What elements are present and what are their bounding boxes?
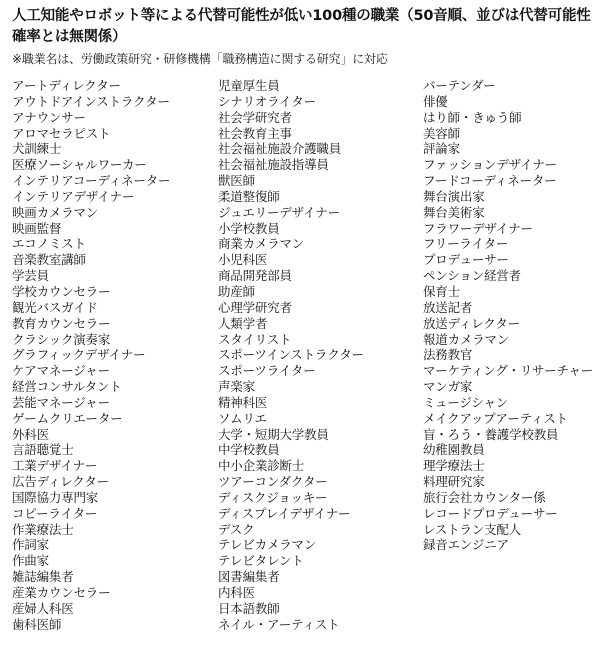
occupation-item: ジュエリーデザイナー [218, 204, 340, 220]
occupation-item: 旅行会社カウンター係 [423, 489, 546, 505]
occupation-item: 商業カメラマン [218, 236, 305, 252]
occupation-item: スポーツライター [218, 363, 316, 379]
occupation-item: 録音エンジニア [423, 537, 509, 553]
occupation-item: 人類学者 [218, 315, 268, 331]
occupation-item: 外科医 [12, 426, 49, 442]
occupation-item: 産業カウンセラー [12, 585, 111, 600]
occupation-item: テレビタレント [218, 553, 304, 569]
occupation-item: 作曲家 [12, 553, 49, 569]
occupation-item: 図書編集者 [218, 569, 280, 585]
occupation-item: ツアーコンダクター [218, 474, 328, 490]
occupation-item: 俳優 [423, 93, 448, 109]
occupation-item: 芸能マネージャー [12, 394, 110, 410]
occupation-item: 観光バスガイド [12, 299, 98, 315]
occupation-item: アートディレクター [12, 78, 121, 93]
occupation-item: 料理研究家 [423, 474, 485, 490]
source-note: ※職業名は、労働政策研究・研修機構「職務構造に関する研究」に対応 [12, 52, 388, 66]
occupation-item: 放送ディレクター [423, 315, 520, 331]
occupation-item: 歯科医師 [12, 616, 62, 632]
occupation-item: 社会福祉施設介護職員 [218, 141, 342, 157]
occupation-item: 雑誌編集者 [12, 569, 74, 585]
occupation-item: ケアマネージャー [12, 363, 110, 379]
occupation-item: 医療ソーシャルワーカー [12, 157, 147, 173]
occupation-item: ソムリエ [218, 410, 267, 426]
occupation-item: 精神科医 [218, 394, 268, 410]
occupation-item: ディスプレイデザイナー [218, 505, 351, 521]
occupation-item: 社会教育主事 [218, 125, 292, 141]
occupation-item: 学芸員 [12, 268, 49, 284]
occupation-item: 作詞家 [12, 537, 49, 553]
occupation-item: 助産師 [218, 283, 255, 299]
occupation-item: 音楽教室講師 [12, 252, 86, 268]
occupation-item: ディスクジョッキー [218, 489, 328, 505]
occupation-item: 教育カウンセラー [12, 315, 111, 331]
occupation-item: バーテンダー [423, 78, 496, 93]
occupation-item: スタイリスト [218, 331, 292, 347]
occupation-item: 放送記者 [423, 299, 473, 315]
occupation-item: 美容師 [423, 125, 460, 141]
occupation-item: アナウンサー [12, 109, 86, 125]
occupation-item: 舞台演出家 [423, 188, 485, 204]
occupation-item: ゲームクリエーター [12, 410, 123, 426]
occupation-item: 大学・短期大学教員 [218, 426, 329, 442]
occupation-item: グラフィックデザイナー [12, 347, 146, 363]
occupation-item: ペンション経営者 [423, 268, 521, 284]
occupation-item: 中小企業診断士 [218, 458, 305, 474]
occupation-item: コピーライター [12, 505, 98, 521]
occupation-item: エコノミスト [12, 236, 86, 252]
occupation-column-3 [423, 78, 593, 553]
occupation-item: 犬訓練士 [12, 141, 62, 157]
occupation-item: 報道カメラマン [423, 331, 510, 347]
occupation-item: フリーライター [423, 236, 509, 252]
occupation-item: 獣医師 [218, 173, 255, 189]
occupation-item: 映画監督 [12, 220, 62, 236]
occupation-item: 小児科医 [218, 252, 268, 268]
occupation-item: レストラン支配人 [423, 521, 522, 537]
occupation-item: 小学校教員 [218, 220, 280, 236]
occupation-item: 工業デザイナー [12, 458, 98, 474]
occupation-item: マーケティング・リサーチャー [423, 363, 594, 379]
occupation-item: 社会学研究者 [218, 109, 292, 125]
occupation-column-2 [218, 78, 364, 633]
occupation-item: アウトドアインストラクター [12, 93, 170, 109]
occupation-item: フードコーディネーター [423, 173, 557, 189]
occupation-item: 評論家 [423, 141, 460, 157]
occupation-item: 広告ディレクター [12, 474, 109, 490]
occupation-item: 経営コンサルタント [12, 379, 122, 395]
occupation-item: メイクアップアーティスト [423, 410, 568, 426]
occupation-item: インテリアコーディネーター [12, 173, 171, 189]
occupation-item: 映画カメラマン [12, 204, 99, 220]
occupation-item: はり師・きゅう師 [423, 109, 522, 125]
occupation-item: フラワーデザイナー [423, 220, 533, 236]
occupation-item: デスク [218, 521, 255, 537]
occupation-item: マンガ家 [423, 379, 473, 395]
occupation-item: 内科医 [218, 585, 255, 600]
occupation-item: 盲・ろう・養護学校教員 [423, 426, 559, 442]
occupation-item: 学校カウンセラー [12, 283, 111, 299]
occupation-item: 声楽家 [218, 379, 255, 395]
occupation-item: 中学校教員 [218, 442, 280, 458]
occupation-item: 商品開発部員 [218, 268, 292, 284]
occupation-item: 舞台美術家 [423, 204, 485, 220]
occupation-item: 心理学研究者 [218, 299, 292, 315]
occupation-item: 社会福祉施設指導員 [218, 157, 329, 173]
occupation-item: 言語聴覚士 [12, 442, 74, 458]
occupation-item: 日本語教師 [218, 600, 280, 616]
occupation-item: アロマセラピスト [12, 125, 111, 141]
occupation-column-1 [12, 78, 170, 633]
occupation-item: 法務教官 [423, 347, 473, 363]
occupation-item: レコードプロデューサー [423, 505, 558, 521]
occupation-item: ファッションデザイナー [423, 157, 557, 173]
occupation-item: 保育士 [423, 283, 460, 299]
occupation-item: 児童厚生員 [218, 78, 280, 93]
occupation-item: 柔道整復師 [218, 188, 280, 204]
occupation-item: クラシック演奏家 [12, 331, 111, 347]
occupation-item: ミュージシャン [423, 394, 509, 410]
occupation-item: 産婦人科医 [12, 600, 74, 616]
occupation-item: シナリオライター [218, 93, 316, 109]
occupation-item: テレビカメラマン [218, 537, 317, 553]
occupation-item: プロデューサー [423, 252, 509, 268]
occupation-item: インテリアデザイナー [12, 188, 135, 204]
occupation-item: 作業療法士 [12, 521, 74, 537]
page-title: 人工知能やロボット等による代替可能性が低い100種の職業（50音順、並びは代替可能性確率とは無関係） [12, 8, 591, 45]
occupation-item: 理学療法士 [423, 458, 485, 474]
occupation-item: 幼稚園教員 [423, 442, 485, 458]
occupation-item: 国際協力専門家 [12, 489, 99, 505]
occupation-item: スポーツインストラクター [218, 347, 364, 363]
occupation-item: ネイル・アーティスト [218, 616, 340, 632]
